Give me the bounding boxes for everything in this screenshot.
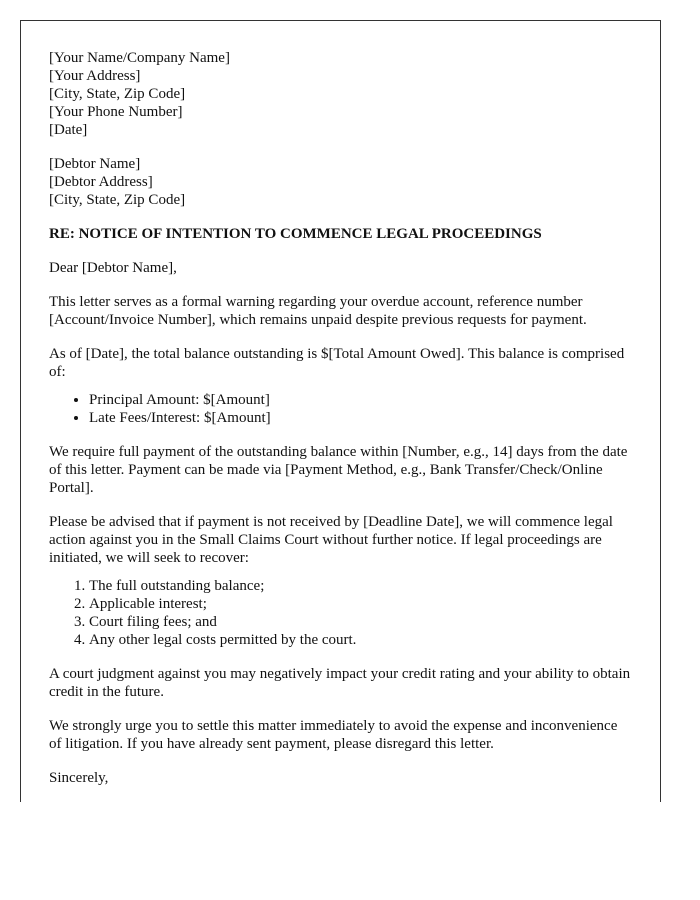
letter-date: [Date] bbox=[49, 122, 88, 138]
sender-address: [Your Address] bbox=[49, 68, 141, 84]
list-item: 1. The full outstanding balance; bbox=[89, 577, 632, 595]
list-item: • Late Fees/Interest: $[Amount] bbox=[89, 409, 632, 427]
sender-city-state-zip: [City, State, Zip Code] bbox=[49, 86, 186, 102]
paragraph-warning: This letter serves as a formal warning regarding your overdue account, reference number [Account/Invoice Number], which remains unpaid despite previous requests for payment. bbox=[49, 294, 587, 328]
sender-address-block bbox=[49, 49, 632, 139]
debtor-name: [Debtor Name] bbox=[49, 156, 141, 172]
closing: Sincerely, bbox=[49, 770, 109, 786]
sender-name: [Your Name/Company Name] bbox=[49, 50, 230, 66]
paragraph-payment-terms: We require full payment of the outstanding balance within [Number, e.g., 14] days from the date of this letter. Payment can be made via [Payment Method, e.g., Bank Transfer/Check/Online Portal]. bbox=[49, 444, 628, 496]
list-item: • Principal Amount: $[Amount] bbox=[89, 391, 632, 409]
list-item: 4. Any other legal costs permitted by the court. bbox=[89, 631, 632, 649]
subject-line: RE: NOTICE OF INTENTION TO COMMENCE LEGAL PROCEEDINGS bbox=[49, 226, 542, 242]
paragraph-legal-action: Please be advised that if payment is not received by [Deadline Date], we will commence legal action against you in the Small Claims Court without further notice. If legal proceedings are initiated, we will seek to recover: bbox=[49, 514, 613, 566]
list-item: 3. Court filing fees; and bbox=[89, 613, 632, 631]
recovery-items-list bbox=[49, 577, 632, 649]
letter-page bbox=[20, 20, 661, 802]
salutation: Dear [Debtor Name], bbox=[49, 260, 177, 276]
paragraph-balance: As of [Date], the total balance outstanding is $[Total Amount Owed]. This balance is comprised of: bbox=[49, 346, 625, 380]
list-item: 2. Applicable interest; bbox=[89, 595, 632, 613]
balance-breakdown-list bbox=[49, 391, 632, 427]
paragraph-credit-impact: A court judgment against you may negatively impact your credit rating and your ability to obtain credit in the future. bbox=[49, 666, 631, 700]
sender-phone: [Your Phone Number] bbox=[49, 104, 183, 120]
debtor-city-state-zip: [City, State, Zip Code] bbox=[49, 192, 186, 208]
debtor-address: [Debtor Address] bbox=[49, 174, 153, 190]
paragraph-settle-urge: We strongly urge you to settle this matter immediately to avoid the expense and inconvenience of litigation. If you have already sent payment, please disregard this letter. bbox=[49, 718, 618, 752]
recipient-address-block bbox=[49, 155, 632, 209]
